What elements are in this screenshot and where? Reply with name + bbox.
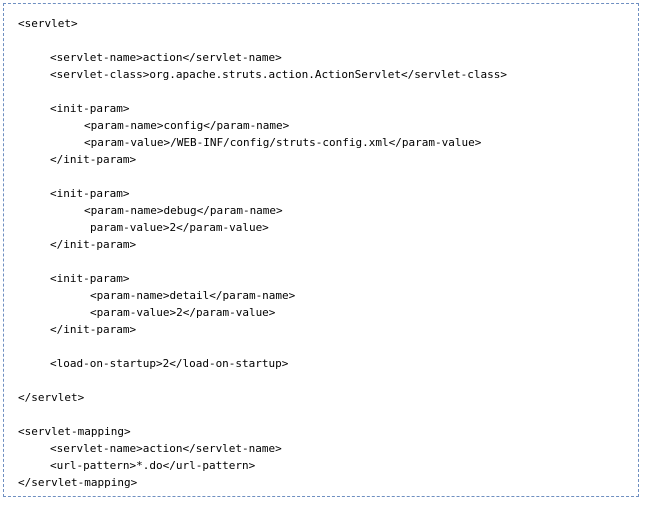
code-line: </servlet-mapping> bbox=[18, 476, 138, 489]
code-line: <url-pattern>*.do</url-pattern> bbox=[50, 459, 256, 472]
code-line: <servlet-name>action</servlet-name> bbox=[50, 51, 282, 64]
code-line: <init-param> bbox=[50, 272, 130, 285]
code-line: </init-param> bbox=[50, 153, 137, 166]
code-line-blank bbox=[4, 83, 507, 100]
code-line-blank bbox=[4, 406, 507, 423]
code-line: <init-param> bbox=[50, 187, 130, 200]
code-line: <param-value>/WEB-INF/config/struts-config.xml</param-value> bbox=[84, 136, 482, 149]
code-line: <param-name>config</param-name> bbox=[84, 119, 290, 132]
code-line: </init-param> bbox=[50, 238, 137, 251]
code-line: <load-on-startup>2</load-on-startup> bbox=[50, 357, 289, 370]
code-lines bbox=[4, 15, 507, 491]
code-line: <servlet-mapping> bbox=[18, 425, 131, 438]
code-line: <init-param> bbox=[50, 102, 130, 115]
code-line: </init-param> bbox=[50, 323, 137, 336]
code-line: </servlet> bbox=[18, 391, 85, 404]
code-block bbox=[3, 3, 639, 497]
code-line-blank bbox=[4, 32, 507, 49]
code-line: <param-name>detail</param-name> bbox=[90, 289, 296, 302]
code-line-blank bbox=[4, 338, 507, 355]
code-line: param-value>2</param-value> bbox=[90, 221, 269, 234]
code-line: <servlet-name>action</servlet-name> bbox=[50, 442, 282, 455]
code-line: <param-value>2</param-value> bbox=[90, 306, 276, 319]
code-line: <servlet-class>org.apache.struts.action.ActionServlet</servlet-class> bbox=[50, 68, 507, 81]
code-line: <servlet> bbox=[18, 17, 78, 30]
code-line: <param-name>debug</param-name> bbox=[84, 204, 283, 217]
code-line-blank bbox=[4, 253, 507, 270]
code-line-blank bbox=[4, 372, 507, 389]
code-line-blank bbox=[4, 168, 507, 185]
